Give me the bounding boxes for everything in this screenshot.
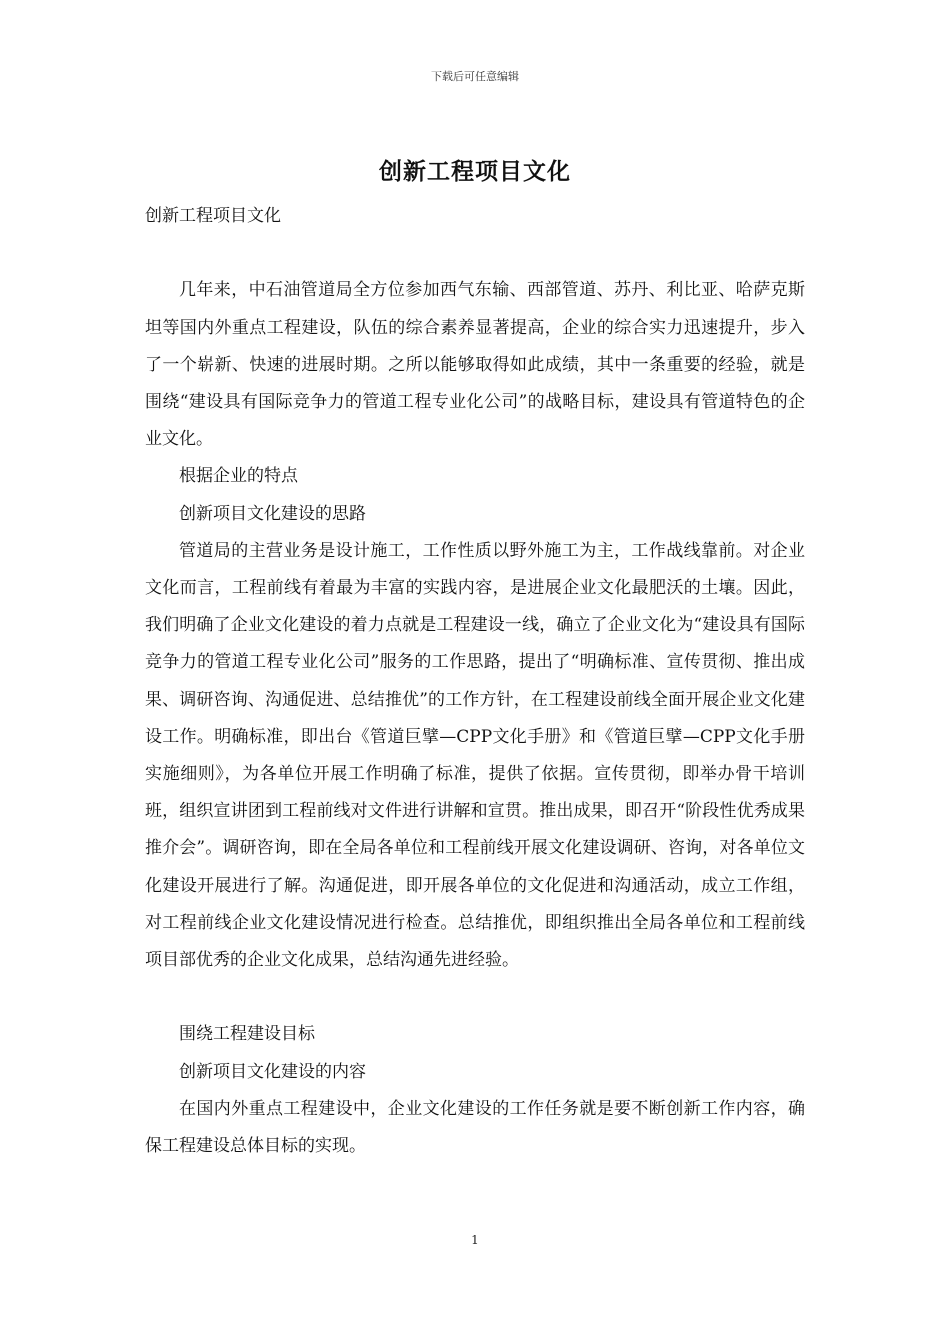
blank-line (145, 979, 805, 1016)
paragraph-intro: 几年来，中石油管道局全方位参加西气东输、西部管道、苏丹、利比亚、哈萨克斯坦等国内外重点工程建设，队伍的综合素养显著提高，企业的综合实力迅速提升，步入了一个崭新、快速的进展时期。之所以能够取得如此成绩，其中一条重要的经验，就是围绕“建设具有国际竞争力的管道工程专业化公司”的战略目标，建设具有管道特色的企业文化。 (145, 280, 805, 450)
section-heading-2: 创新项目文化建设的思路 (179, 503, 366, 524)
page-number: 1 (471, 1233, 479, 1247)
section-heading-3: 围绕工程建设目标 (179, 1024, 315, 1045)
document-body (145, 198, 805, 1165)
subtitle-line: 创新工程项目文化 (145, 206, 281, 226)
paragraph-content: 在国内外重点工程建设中，企业文化建设的工作任务就是要不断创新工作内容，确保工程建设总体目标的实现。 (145, 1098, 805, 1157)
document-title: 创新工程项目文化 (379, 159, 571, 185)
header-note: 下载后可任意编辑 (431, 70, 519, 83)
paragraph-approach: 管道局的主营业务是设计施工，工作性质以野外施工为主，工作战线靠前。对企业文化而言，工程前线有着最为丰富的实践内容，是进展企业文化最肥沃的土壤。因此，我们明确了企业文化建设的着力点就是工程建设一线，确立了企业文化为“建设具有国际竞争力的管道工程专业化公司”服务的工作思路，提出了“明确标准、宣传贯彻、推出成果、调研咨询、沟通促进、总结推优”的工作方针，在工程建设前线全面开展企业文化建设工作。明确标准，即出台《管道巨擘—CPP文化手册》和《管道巨擘—CPP文化手册实施细则》，为各单位开展工作明确了标准，提供了依据。宣传贯彻，即举办骨干培训班，组织宣讲团到工程前线对文件进行讲解和宣贯。推出成果，即召开“阶段性优秀成果推介会”。调研咨询，即在全局各单位和工程前线开展文化建设调研、咨询，对各单位文化建设开展进行了解。沟通促进，即开展各单位的文化促进和沟通活动，成立工作组，对工程前线企业文化建设情况进行检查。总结推优，即组织推出全局各单位和工程前线项目部优秀的企业文化成果，总结沟通先进经验。 (145, 540, 805, 971)
blank-line (145, 235, 805, 272)
section-heading-4: 创新项目文化建设的内容 (179, 1061, 366, 1082)
section-heading-1: 根据企业的特点 (179, 466, 298, 487)
